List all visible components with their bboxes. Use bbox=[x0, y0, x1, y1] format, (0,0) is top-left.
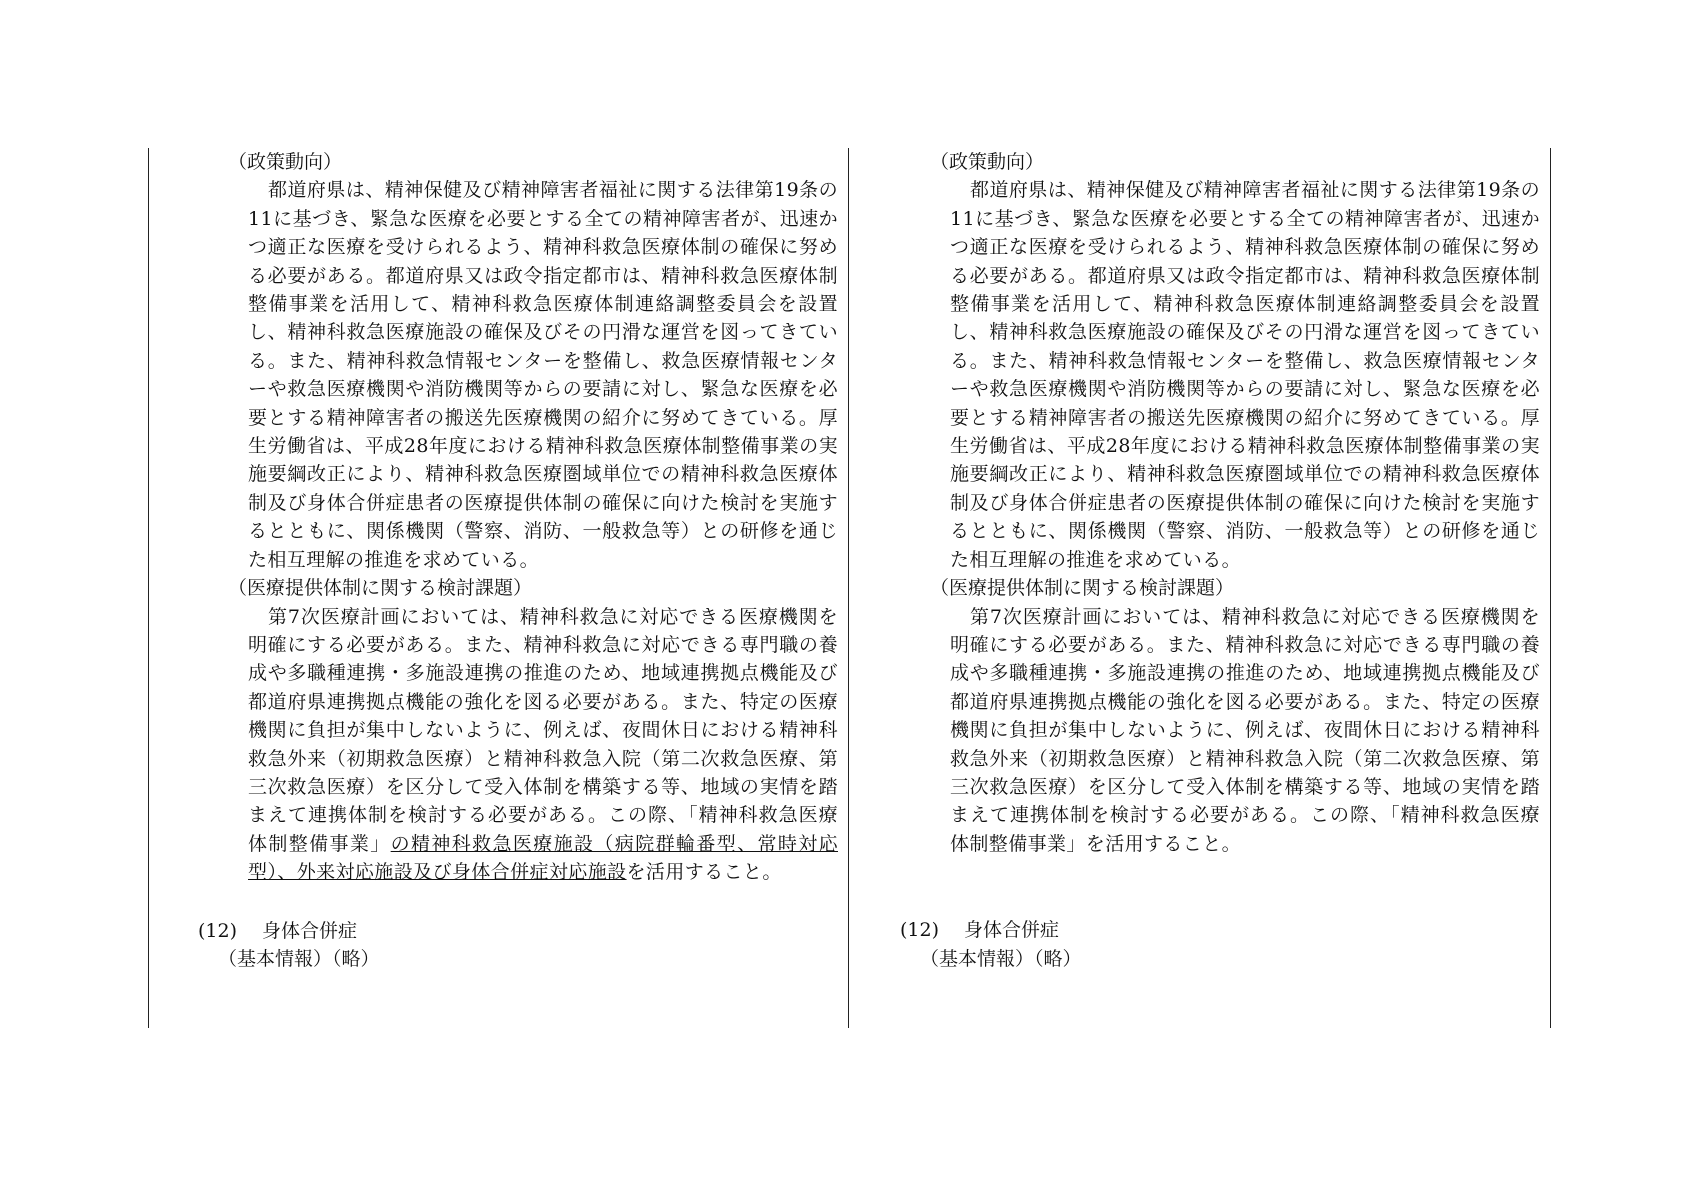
right-column bbox=[900, 148, 1560, 973]
paragraph-care-system-issues: 第7次医療計画においては、精神科救急に対応できる医療機関を明確にする必要がある。また、精神科救急に対応できる専門職の養成や多職種連携・多施設連携の推進のため、地域連携拠点機能及び都道府県連携拠点機能の強化を図る必要がある。また、特定の医療機関に負担が集中しないように、例えば、夜間休日における精神科救急外来（初期救急医療）と精神科救急入院（第二次救急医療、第三次救急医療）を区分して受入体制を構築する等、地域の実情を踏まえて連携体制を検討する必要がある。この際、「精神科救急医療体制整備事業」を活用すること。 bbox=[950, 605, 1540, 855]
heading-policy-trends: （政策動向） bbox=[930, 151, 1045, 173]
section-title: 身体合併症 bbox=[964, 919, 1060, 942]
left-column-border bbox=[148, 148, 149, 1028]
underlined-revision-text: の精神科救急医療施設（病院群輪番型、常時対応型）、外来対応施設及び身体合併症対応施設 bbox=[248, 832, 838, 884]
section-number: (12) bbox=[900, 919, 940, 942]
paragraph-care-system-issues bbox=[248, 603, 838, 887]
heading-policy-trends: （政策動向） bbox=[228, 151, 343, 173]
paragraph-care-system-issues-tail: を活用すること。 bbox=[626, 861, 782, 884]
section-heading-physical-comorbidity bbox=[900, 916, 1560, 944]
section-heading-physical-comorbidity bbox=[198, 917, 858, 945]
paragraph-care-system-issues-main: 第7次医療計画においては、精神科救急に対応できる医療機関を明確にする必要がある。また、精神科救急に対応できる専門職の養成や多職種連携・多施設連携の推進のため、地域連携拠点機能及び都道府県連携拠点機能の強化を図る必要がある。また、特定の医療機関に負担が集中しないように、例えば、夜間休日における精神科救急外来（初期救急医療）と精神科救急入院（第二次救急医療、第三次救急医療）を区分して受入体制を構築する等、地域の実情を踏まえて連携体制を検討する必要がある。この際、「精神科救急医療体制整備事業」 bbox=[248, 605, 838, 855]
section-title: 身体合併症 bbox=[262, 919, 358, 942]
paragraph-policy-trends: 都道府県は、精神保健及び精神障害者福祉に関する法律第19条の11に基づき、緊急な医療を必要とする全ての精神障害者が、迅速かつ適正な医療を受けられるよう、精神科救急医療体制の確保に努める必要がある。都道府県又は政令指定都市は、精神科救急医療体制整備事業を活用して、精神科救急医療体制連絡調整委員会を設置し、精神科救急医療施設の確保及びその円滑な運営を図ってきている。また、精神科救急情報センターを整備し、救急医療情報センターや救急医療機関や消防機関等からの要請に対し、緊急な医療を必要とする精神障害者の搬送先医療機関の紹介に努めてきている。厚生労働省は、平成28年度における精神科救急医療体制整備事業の実施要綱改正により、精神科救急医療圏域単位での精神科救急医療体制及び身体合併症患者の医療提供体制の確保に向けた検討を実施するとともに、関係機関（警察、消防、一般救急等）との研修を通じた相互理解の推進を求めている。 bbox=[248, 179, 838, 571]
left-column bbox=[198, 148, 858, 973]
heading-care-system-issues: （医療提供体制に関する検討課題） bbox=[228, 577, 533, 600]
heading-care-system-issues: （医療提供体制に関する検討課題） bbox=[930, 577, 1235, 600]
basic-info-omitted: （基本情報）（略） bbox=[218, 947, 380, 970]
paragraph-policy-trends: 都道府県は、精神保健及び精神障害者福祉に関する法律第19条の11に基づき、緊急な医療を必要とする全ての精神障害者が、迅速かつ適正な医療を受けられるよう、精神科救急医療体制の確保に努める必要がある。都道府県又は政令指定都市は、精神科救急医療体制整備事業を活用して、精神科救急医療体制連絡調整委員会を設置し、精神科救急医療施設の確保及びその円滑な運営を図ってきている。また、精神科救急情報センターを整備し、救急医療情報センターや救急医療機関や消防機関等からの要請に対し、緊急な医療を必要とする精神障害者の搬送先医療機関の紹介に努めてきている。厚生労働省は、平成28年度における精神科救急医療体制整備事業の実施要綱改正により、精神科救急医療圏域単位での精神科救急医療体制及び身体合併症患者の医療提供体制の確保に向けた検討を実施するとともに、関係機関（警察、消防、一般救急等）との研修を通じた相互理解の推進を求めている。 bbox=[950, 179, 1540, 571]
basic-info-omitted: （基本情報）（略） bbox=[920, 947, 1082, 970]
section-number: (12) bbox=[198, 919, 238, 942]
